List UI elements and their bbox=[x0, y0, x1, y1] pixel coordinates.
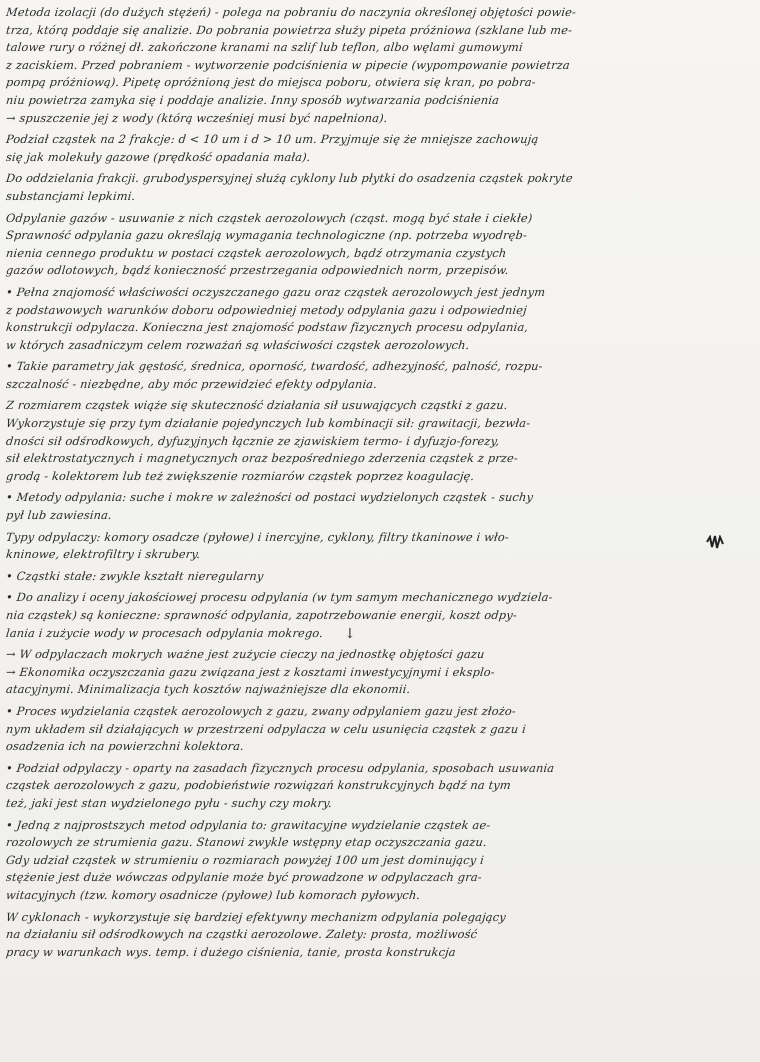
note-line: się jak molekuły gazowe (prędkość opadania mała). bbox=[5, 149, 312, 164]
note-line: → Ekonomika oczyszczania gazu związana jest z kosztami inwestycyjnymi i eksplo- bbox=[5, 664, 496, 679]
note-line: talowe rury o różnej dł. zakończone kranami na szlif lub teflon, albo węlami gumowymi bbox=[5, 40, 524, 55]
note-line: • Proces wydzielania cząstek aerozolowych z gazu, zwany odpylaniem gazu jest złożo- bbox=[5, 703, 517, 718]
note-line: • Do analizy i oceny jakościowej procesu odpylania (w tym samym mechanicznego wydziela- bbox=[5, 590, 554, 605]
note-paragraph bbox=[6, 4, 752, 127]
down-arrow-mark: ↓ bbox=[344, 626, 356, 642]
note-line: Sprawność odpylania gazu określają wymagania technologiczne (np. potrzeba wyodręb- bbox=[5, 228, 528, 243]
note-paragraph bbox=[6, 568, 752, 586]
note-line: pompą próżniową). Pipetę opróżnioną jest do miejsca poboru, otwiera się kran, po pobra- bbox=[5, 75, 537, 90]
note-line: sił elektrostatycznych i magnetycznych oraz bezpośredniego zderzenia cząstek z prze- bbox=[5, 451, 519, 466]
note-line: Odpylanie gazów - usuwanie z nich cząstek aerozolowych (cząst. mogą być stałe i ciekłe) bbox=[5, 210, 534, 225]
note-line: kninowe, elektrofiltry i skrubery. bbox=[5, 547, 202, 562]
note-line: szczalność - niezbędne, aby móc przewidzieć efekty odpylania. bbox=[5, 376, 378, 391]
note-line: osadzenia ich na powierzchni kolektora. bbox=[5, 739, 245, 754]
note-paragraph bbox=[6, 817, 752, 905]
note-line: konstrukcji odpylacza. Konieczna jest znajomość podstaw fizycznych procesu odpylania, bbox=[5, 320, 529, 335]
note-line: Podział cząstek na 2 frakcje: d < 10 um i d > 10 um. Przyjmuje się że mniejsze zachowują bbox=[5, 132, 540, 147]
note-line: • Metody odpylania: suche i mokre w zależności od postaci wydzielonych cząstek - suchy bbox=[5, 490, 534, 505]
note-line: trza, którą poddaje się analizie. Do pobrania powietrza służy pipeta próżniowa (szklane lub me- bbox=[5, 22, 573, 37]
note-line: • Takie parametry jak gęstość, średnica, oporność, twardość, adhezyjność, palność, rozpu- bbox=[5, 359, 544, 374]
note-line: Metoda izolacji (do dużych stężeń) - polega na pobraniu do naczynia określonej objętości powie- bbox=[5, 5, 577, 19]
note-line: Gdy udział cząstek w strumieniu o rozmiarach powyżej 100 um jest dominujący i bbox=[5, 852, 485, 867]
note-line: w których zasadniczym celem rozważań są właściwości cząstek aerozolowych. bbox=[5, 337, 471, 352]
note-line: substancjami lepkimi. bbox=[5, 188, 137, 203]
note-line: Typy odpylaczy: komory osadcze (pyłowe) i inercyjne, cyklony, filtry tkaninowe i wło- bbox=[5, 529, 510, 544]
note-line: gazów odlotowych, bądź konieczność przestrzegania odpowiednich norm, przepisów. bbox=[5, 263, 510, 278]
note-line: → spuszczenie jej z wody (którą wcześniej musi być napełniona). bbox=[5, 110, 389, 125]
note-line: • Podział odpylaczy - oparty na zasadach fizycznych procesu odpylania, sposobach usuwania bbox=[5, 760, 556, 775]
note-line: atacyjnymi. Minimalizacja tych kosztów najważniejsze dla ekonomii. bbox=[5, 682, 412, 697]
note-paragraph bbox=[6, 284, 752, 354]
note-line: niu powietrza zamyka się i poddaje analizie. Inny sposób wytwarzania podciśnienia bbox=[5, 92, 500, 107]
note-line: stężenie jest duże wówczas odpylanie może być prowadzone w odpylaczach gra- bbox=[5, 870, 483, 885]
note-line: z zaciskiem. Przed pobraniem - wytworzenie podciśnienia w pipecie (wypompowanie powietrza bbox=[5, 57, 571, 72]
note-line: dności sił odśrodkowych, dyfuzyjnych łącznie ze zjawiskiem termo- i dyfuzjo-forezy, bbox=[5, 433, 501, 448]
note-line: z podstawowych warunków doboru odpowiedniej metody odpylania gazu i odpowiedniej bbox=[5, 302, 528, 317]
note-paragraph bbox=[6, 760, 752, 813]
note-paragraph bbox=[6, 358, 752, 393]
note-line: Do oddzielania frakcji. grubodyspersyjnej służą cyklony lub płytki do osadzenia cząstek pokryte bbox=[5, 171, 574, 186]
scribble-mark bbox=[706, 535, 724, 549]
note-paragraph bbox=[6, 397, 752, 485]
note-line: nienia cennego produktu w postaci cząstek aerozolowych, bądź otrzymania czystych bbox=[5, 245, 508, 260]
note-line: • Pełna znajomość właściwości oczyszczanego gazu oraz cząstek aerozolowych jest jednym bbox=[5, 284, 546, 299]
note-line: grodą - kolektorem lub też zwiększenie rozmiarów cząstek poprzez koagulację. bbox=[5, 468, 476, 483]
note-paragraph bbox=[6, 131, 752, 166]
note-line: nym układem sił działających w przestrzeni odpylacza w celu usunięcia cząstek z gazu i bbox=[5, 721, 527, 736]
note-paragraph bbox=[6, 703, 752, 756]
note-line: Wykorzystuje się przy tym działanie pojedynczych lub kombinacji sił: grawitacji, bezwła- bbox=[5, 416, 532, 431]
note-paragraph bbox=[6, 909, 752, 962]
note-paragraph bbox=[6, 646, 752, 699]
note-line: na działaniu sił odśrodkowych na cząstki aerozolowe. Zalety: prosta, możliwość bbox=[5, 927, 478, 942]
note-line: pracy w warunkach wys. temp. i dużego ciśnienia, tanie, prosta konstrukcja bbox=[5, 944, 457, 959]
note-line: cząstek aerozolowych z gazu, podobieństwie rozwiązań konstrukcyjnych bądź na tym bbox=[5, 778, 512, 793]
note-line: też, jaki jest stan wydzielonego pyłu - suchy czy mokry. bbox=[5, 795, 333, 810]
note-line: W cyklonach - wykorzystuje się bardziej efektywny mechanizm odpylania polegający bbox=[5, 909, 507, 924]
note-line: → W odpylaczach mokrych ważne jest zużycie cieczy na jednostkę objętości gazu bbox=[5, 647, 486, 662]
note-line: • Cząstki stałe: zwykle kształt nieregularny bbox=[5, 568, 265, 583]
note-paragraph bbox=[6, 170, 752, 205]
note-paragraph bbox=[6, 529, 752, 564]
note-line: nia cząstek) są konieczne: sprawność odpylania, zapotrzebowanie energii, koszt odpy- bbox=[5, 608, 518, 622]
note-line: witacyjnych (tzw. komory osadnicze (pyłowe) lub komorach pyłowych. bbox=[5, 887, 421, 902]
note-paragraph bbox=[6, 589, 752, 642]
note-line: lania i zużycie wody w procesach odpylania mokrego. bbox=[5, 625, 324, 640]
note-line: Z rozmiarem cząstek wiąże się skuteczność działania sił usuwających cząstki z gazu. bbox=[5, 398, 509, 413]
note-paragraph bbox=[6, 210, 752, 280]
note-line: pył lub zawiesina. bbox=[5, 508, 113, 523]
note-line: • Jedną z najprostszych metod odpylania to: grawitacyjne wydzielanie cząstek ae- bbox=[5, 817, 492, 832]
note-paragraph bbox=[6, 489, 752, 524]
note-line: rozolowych ze strumienia gazu. Stanowi zwykle wstępny etap oczyszczania gazu. bbox=[5, 835, 488, 850]
